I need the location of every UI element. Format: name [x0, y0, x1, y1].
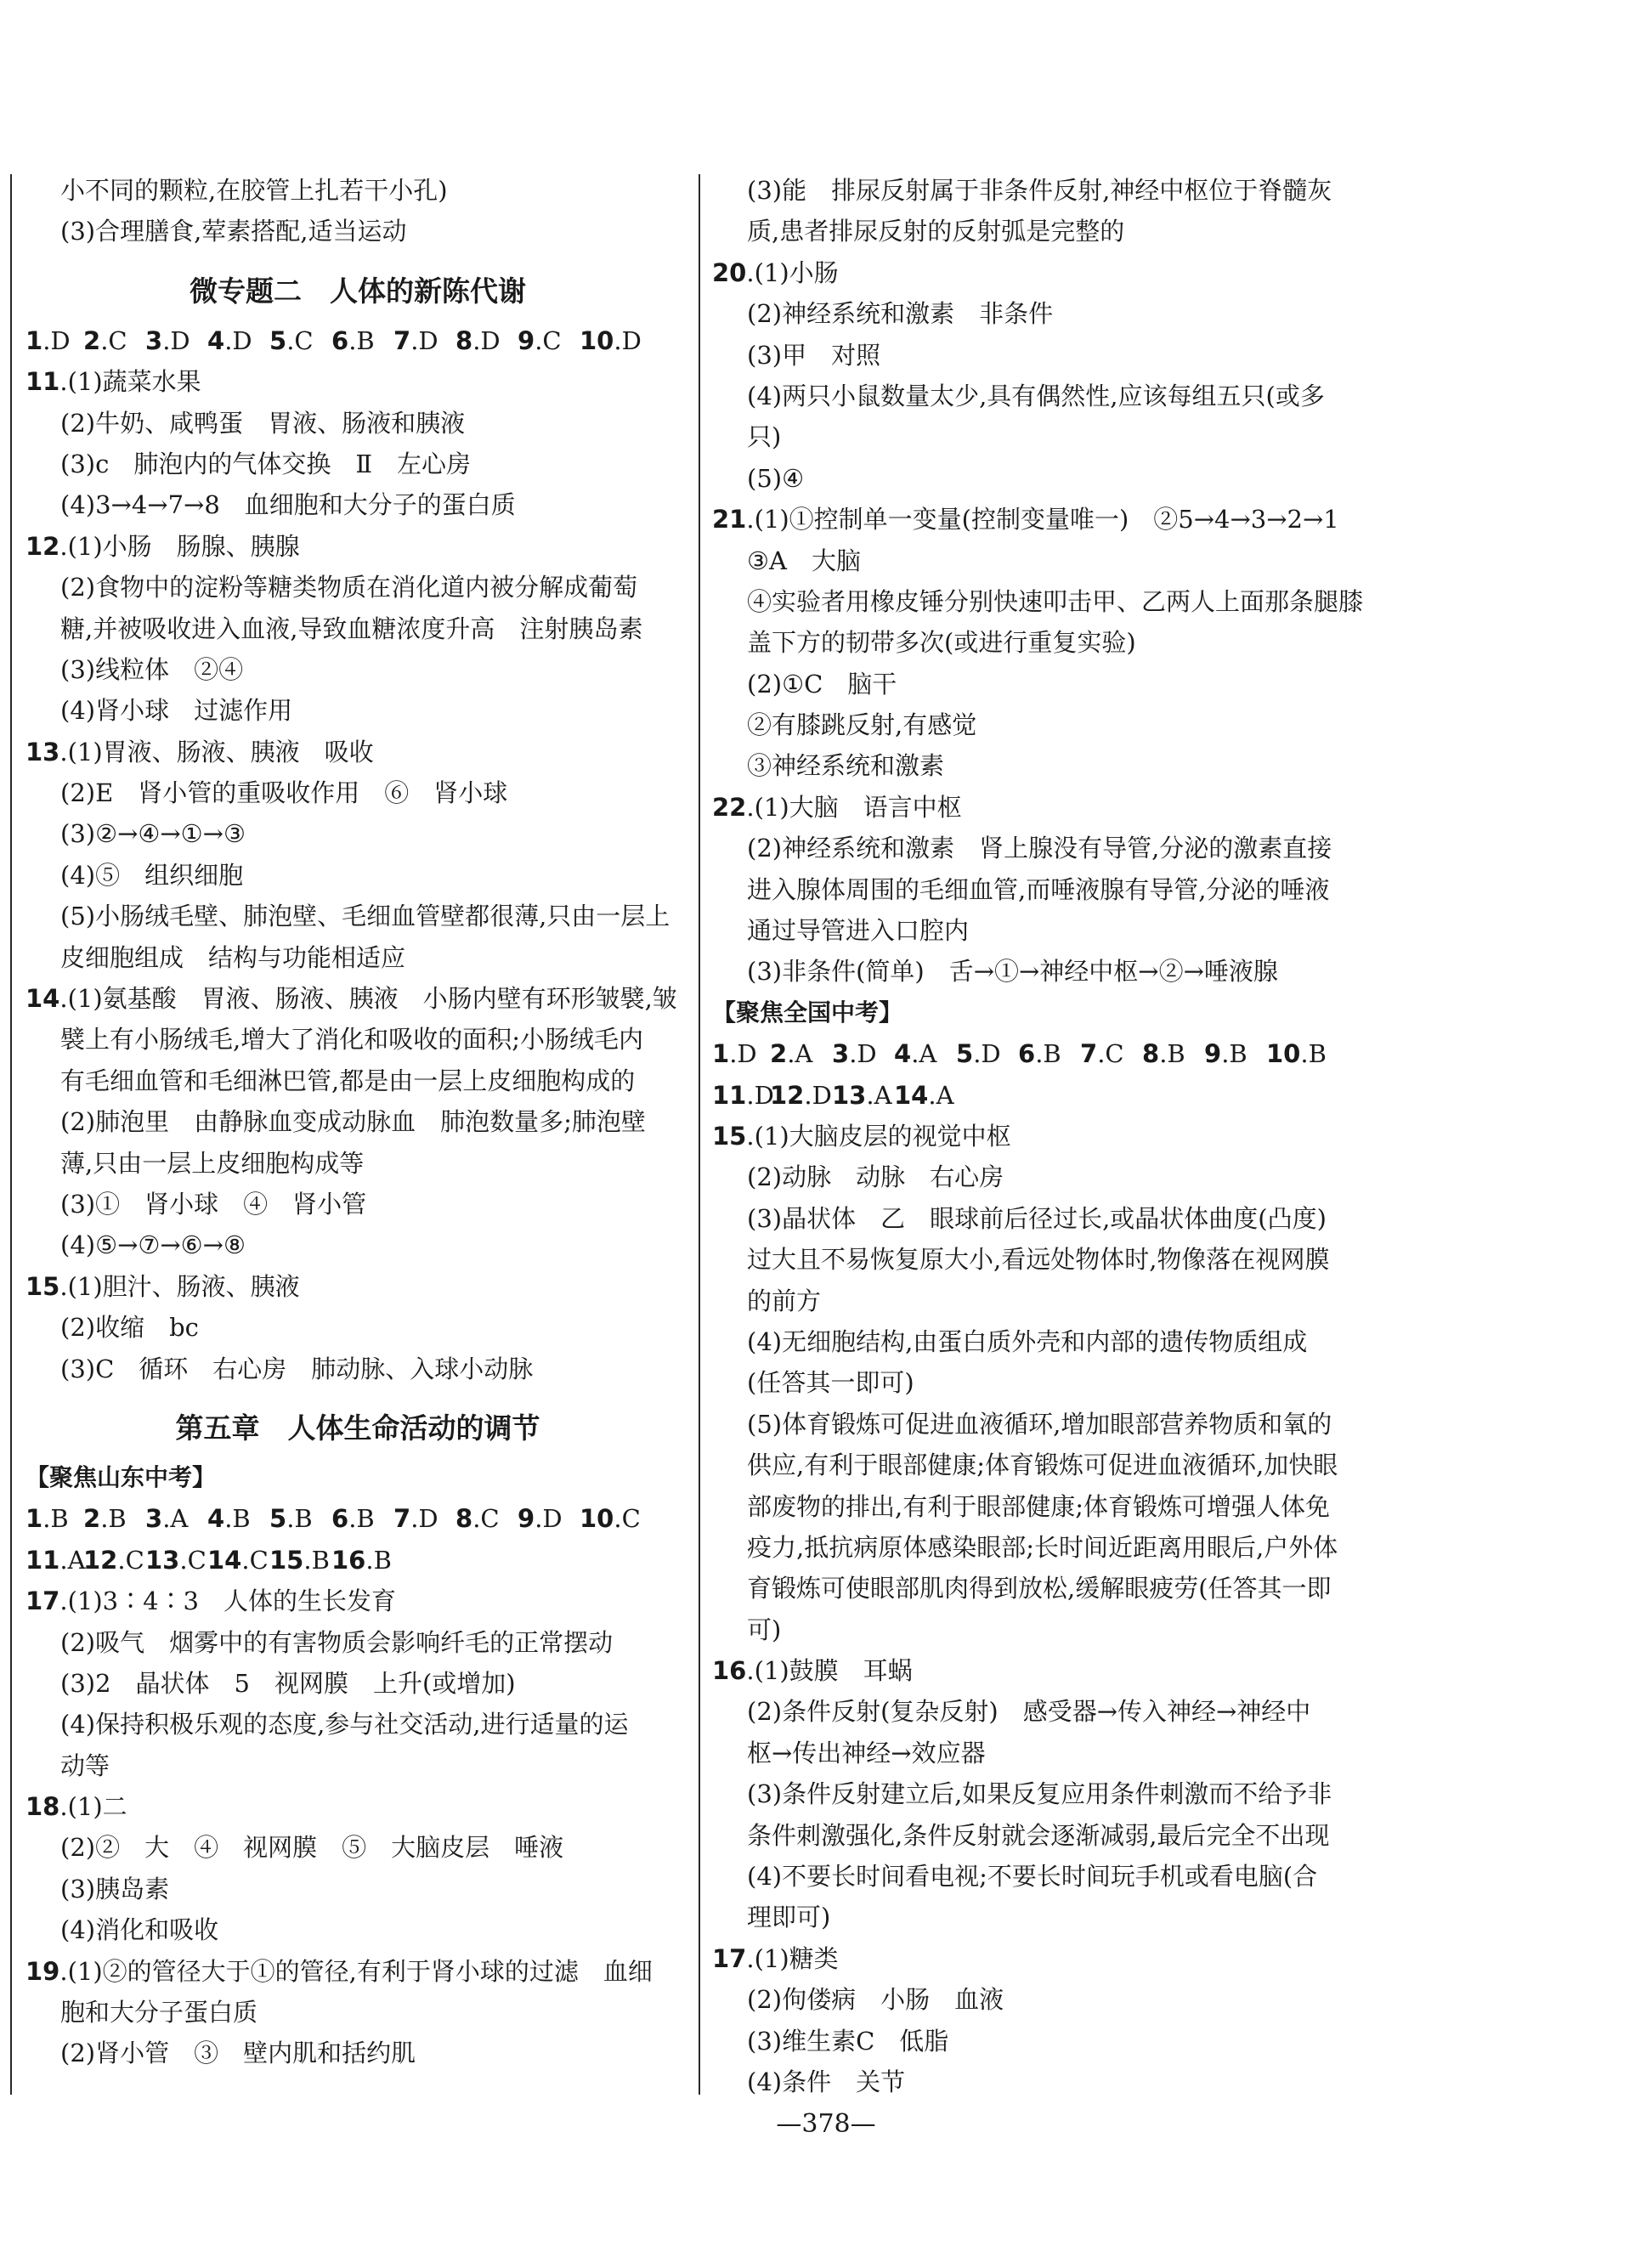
question-number: 22: [712, 792, 747, 822]
question-number: 10: [580, 325, 614, 355]
answer-line: (3)②→④→①→③: [60, 819, 246, 849]
question-number: 6: [331, 1504, 349, 1534]
choice-answer: [207, 1498, 269, 1539]
question-number: 5: [269, 325, 287, 355]
answer-line: (3)C 循环 右心房 肺动脉、入球小动脉: [60, 1354, 534, 1383]
answer-line: (3)胰岛素: [60, 1874, 170, 1903]
answer-line: 质,患者排尿反射的反射弧是完整的: [747, 217, 1125, 246]
question-number: 12: [25, 531, 60, 561]
answer-letter: .A: [162, 1504, 189, 1534]
answer-line: (5)④: [747, 463, 805, 493]
answer-letter: .A: [787, 1039, 813, 1069]
answer-line: (2)吸气 烟雾中的有害物质会影响纤毛的正常摆动: [60, 1627, 614, 1657]
answer-letter: .A: [928, 1080, 954, 1110]
answer-line: (4)保持积极乐观的态度,参与社交活动,进行适量的运: [60, 1710, 629, 1739]
question-number: 13: [145, 1545, 180, 1575]
question-number: 14: [207, 1545, 242, 1575]
answer-line: 盖下方的韧带多次(或进行重复实验): [747, 628, 1136, 658]
answer-line: ④实验者用橡皮锤分别快速叩击甲、乙两人上面那条腿膝: [747, 586, 1364, 616]
section-label: 【聚焦全国中考】: [712, 998, 903, 1027]
question-number: 1: [25, 325, 43, 355]
choice-answer: [1080, 1033, 1142, 1074]
answer-line: 的前方: [747, 1286, 822, 1315]
question-number: 2: [83, 325, 101, 355]
choice-answer: [207, 320, 269, 361]
question-number: 16: [331, 1545, 366, 1575]
choice-answer: [83, 320, 145, 361]
answer-line: 皮细胞组成 结构与功能相适应: [60, 942, 406, 972]
answer-letter: .D: [804, 1080, 832, 1110]
answer-line: (2)② 大 ④ 视网膜 ⑤ 大脑皮层 唾液: [60, 1833, 564, 1863]
answer-line: ③A 大脑: [747, 546, 861, 575]
choice-answer-row: [25, 320, 690, 361]
choice-answer: [518, 320, 580, 361]
answer-text: .(1)氨基酸 胃液、肠液、胰液 小肠内壁有环形皱襞,皱: [59, 984, 677, 1014]
question-number: 14: [894, 1080, 929, 1110]
answer-line: 部废物的排出,有利于眼部健康;体育锻炼可增强人体免: [747, 1491, 1330, 1521]
choice-answer: [269, 1498, 331, 1539]
answer-line: 只): [747, 422, 782, 452]
question-line: [712, 1650, 1383, 1691]
answer-text: .(1)蔬菜水果: [59, 367, 201, 397]
answer-line: (3)条件反射建立后,如果反复应用条件刺激而不给予非: [747, 1779, 1332, 1809]
answer-letter: .D: [614, 325, 642, 355]
answer-text: .(1)糖类: [746, 1943, 839, 1973]
answer-line: (2)肾小管 ③ 壁内肌和括约肌: [60, 2039, 416, 2068]
question-line: [25, 361, 690, 402]
answer-text: .(1)②的管径大于①的管径,有利于肾小球的过滤 血细: [59, 1956, 653, 1986]
answer-line: (3)甲 对照: [747, 340, 881, 370]
choice-answer: [145, 1498, 207, 1539]
answer-letter: .A: [911, 1039, 937, 1069]
question-number: 7: [393, 325, 411, 355]
answer-letter: .B: [348, 1504, 375, 1534]
answer-letter: .D: [849, 1039, 877, 1069]
center-column-rule: [699, 174, 700, 2095]
answer-letter: .B: [1159, 1039, 1185, 1069]
question-number: 9: [518, 1504, 535, 1534]
question-number: 10: [580, 1504, 614, 1534]
question-number: 1: [712, 1039, 730, 1069]
answer-line: (3)晶状体 乙 眼球前后径过长,或晶状体曲度(凸度): [747, 1203, 1327, 1233]
answer-letter: .C: [535, 325, 562, 355]
answer-letter: .D: [410, 1504, 438, 1534]
answer-line: (4)3→4→7→8 血细胞和大分子的蛋白质: [60, 490, 516, 520]
choice-answer: [269, 1540, 331, 1581]
answer-letter: .B: [365, 1545, 392, 1575]
answer-letter: .D: [410, 325, 438, 355]
answer-line: (4)⑤ 组织细胞: [60, 860, 244, 890]
choice-answer: [1204, 1033, 1266, 1074]
question-number: 8: [455, 325, 473, 355]
question-line: [712, 787, 1383, 828]
choice-answer: [455, 1498, 518, 1539]
answer-line: 有毛细血管和毛细淋巴管,都是由一层上皮细胞构成的: [60, 1066, 636, 1095]
answer-text: .(1)3∶4∶3 人体的生长发育: [59, 1586, 397, 1616]
question-number: 7: [393, 1504, 411, 1534]
answer-letter: .C: [179, 1545, 206, 1575]
left-column-rule: [10, 174, 12, 2095]
answer-line: (4)⑤→⑦→⑥→⑧: [60, 1230, 246, 1260]
question-number: 17: [712, 1943, 747, 1973]
choice-answer: [518, 1498, 580, 1539]
question-number: 3: [145, 325, 163, 355]
answer-letter: .B: [42, 1504, 69, 1534]
answer-line: (4)肾小球 过滤作用: [60, 696, 293, 726]
question-number: 14: [25, 984, 60, 1014]
choice-answer: [580, 1498, 648, 1539]
section-heading: 微专题二 人体的新陈代谢: [190, 274, 526, 308]
answer-line: 过大且不易恢复原大小,看远处物体时,物像落在视网膜: [747, 1245, 1330, 1275]
choice-answer: [331, 1498, 393, 1539]
answer-line: 理即可): [747, 1903, 831, 1932]
answer-line: (3)合理膳食,荤素搭配,适当运动: [60, 217, 407, 246]
answer-line: (3)非条件(简单) 舌→①→神经中枢→②→唾液腺: [747, 957, 1278, 987]
choice-answer-row: [25, 1540, 690, 1581]
question-line: [712, 1938, 1383, 1979]
choice-answer: [956, 1033, 1018, 1074]
question-line: [25, 978, 690, 1019]
answer-letter: .B: [100, 1504, 127, 1534]
answer-line: (3)线粒体 ②④: [60, 654, 244, 684]
answer-line: 糖,并被吸收进入血液,导致血糖浓度升高 注射胰岛素: [60, 614, 643, 643]
choice-answer: [25, 1498, 83, 1539]
answer-line: (2)神经系统和激素 肾上腺没有导管,分泌的激素直接: [747, 834, 1332, 863]
choice-answer: [832, 1033, 894, 1074]
question-number: 12: [770, 1080, 805, 1110]
question-number: 5: [269, 1504, 287, 1534]
answer-text: .(1)二: [59, 1792, 127, 1822]
answer-letter: .C: [241, 1545, 269, 1575]
answer-line: 襞上有小肠绒毛,增大了消化和吸收的面积;小肠绒毛内: [60, 1025, 643, 1055]
question-number: 16: [712, 1656, 747, 1686]
question-line: [25, 1266, 690, 1307]
choice-answer: [832, 1075, 894, 1116]
answer-line: (2)佝偻病 小肠 血液: [747, 1985, 1004, 2015]
answer-line: 育锻炼可使眼部肌肉得到放松,缓解眼疲劳(任答其一即: [747, 1574, 1332, 1603]
answer-text: .(1)胆汁、肠液、胰液: [59, 1271, 300, 1301]
answer-line: (2)肺泡里 由静脉血变成动脉血 肺泡数量多;肺泡壁: [60, 1107, 646, 1137]
answer-letter: .C: [117, 1545, 144, 1575]
answer-letter: .A: [866, 1080, 892, 1110]
question-number: 5: [956, 1039, 974, 1069]
question-line: [25, 732, 690, 772]
question-number: 8: [1142, 1039, 1160, 1069]
answer-line: (3)维生素C 低脂: [747, 2026, 949, 2056]
answer-text: .(1)大脑 语言中枢: [746, 792, 962, 822]
answer-letter: .D: [472, 325, 501, 355]
question-number: 4: [207, 1504, 225, 1534]
choice-answer: [83, 1498, 145, 1539]
answer-text: .(1)鼓膜 耳蜗: [746, 1656, 913, 1686]
choice-answer: [269, 320, 331, 361]
question-number: 4: [207, 325, 225, 355]
question-line: [25, 1951, 690, 1992]
question-number: 15: [25, 1271, 60, 1301]
question-number: 3: [832, 1039, 850, 1069]
answer-line: (3)2 晶状体 5 视网膜 上升(或增加): [60, 1668, 516, 1698]
choice-answer: [331, 320, 393, 361]
choice-answer: [712, 1075, 774, 1116]
answer-line: 疫力,抵抗病原体感染眼部;长时间近距离用眼后,户外体: [747, 1532, 1338, 1562]
question-number: 19: [25, 1956, 60, 1986]
answer-line: (2)①C 脑干: [747, 669, 897, 698]
answer-line: 胞和大分子蛋白质: [60, 1998, 258, 2028]
answer-line: (2)收缩 bc: [60, 1313, 199, 1343]
answer-line: 可): [747, 1615, 782, 1644]
answer-letter: .C: [286, 325, 314, 355]
answer-line: (2)食物中的淀粉等糖类物质在消化道内被分解成葡萄: [60, 573, 638, 602]
answer-line: 通过导管进入口腔内: [747, 916, 970, 946]
question-number: 6: [1018, 1039, 1036, 1069]
answer-letter: .D: [746, 1080, 774, 1110]
answer-line: ③神经系统和激素: [747, 751, 945, 781]
question-number: 9: [1204, 1039, 1222, 1069]
answer-text: .(1)小肠: [746, 257, 839, 287]
answer-line: (4)两只小鼠数量太少,具有偶然性,应该每组五只(或多: [747, 381, 1325, 410]
answer-letter: .D: [535, 1504, 563, 1534]
answer-text: .(1)小肠 肠腺、胰腺: [59, 531, 300, 561]
question-number: 1: [25, 1504, 43, 1534]
question-number: 18: [25, 1792, 60, 1822]
question-line: [25, 1786, 690, 1827]
answer-letter: .D: [42, 325, 71, 355]
question-number: 4: [894, 1039, 912, 1069]
left-column: [25, 170, 690, 2074]
choice-answer: [712, 1033, 770, 1074]
page-number: —378—: [776, 2109, 876, 2139]
answer-line: (5)小肠绒毛壁、肺泡壁、毛细血管壁都很薄,只由一层上: [60, 902, 670, 931]
question-number: 11: [25, 367, 60, 397]
choice-answer: [393, 1498, 455, 1539]
answer-line: 枢→传出神经→效应器: [747, 1738, 986, 1767]
question-number: 13: [832, 1080, 867, 1110]
choice-answer: [25, 1540, 86, 1581]
answer-letter: .B: [1300, 1039, 1327, 1069]
question-number: 13: [25, 737, 60, 766]
question-line: [712, 499, 1383, 540]
answer-letter: .D: [729, 1039, 757, 1069]
answer-line: (4)条件 关节: [747, 2067, 906, 2096]
answer-letter: .B: [286, 1504, 313, 1534]
answer-letter: .D: [224, 325, 252, 355]
question-line: [712, 1116, 1383, 1157]
answer-letter: .B: [1221, 1039, 1247, 1069]
answer-letter: .B: [348, 325, 375, 355]
answer-letter: .C: [472, 1504, 500, 1534]
question-number: 11: [712, 1080, 747, 1110]
answer-line: 供应,有利于眼部健康;体育锻炼可促进血液循环,加快眼: [747, 1451, 1338, 1480]
question-number: 20: [712, 257, 747, 287]
section-heading: 第五章 人体生命活动的调节: [175, 1411, 540, 1445]
choice-answer: [331, 1540, 393, 1581]
answer-line: (2)条件反射(复杂反射) 感受器→传入神经→神经中: [747, 1697, 1311, 1727]
answer-letter: .C: [1097, 1039, 1124, 1069]
answer-line: (3)c 肺泡内的气体交换 Ⅱ 左心房: [60, 449, 472, 478]
answer-line: 小不同的颗粒,在胶管上扎若干小孔): [60, 176, 448, 205]
choice-answer: [770, 1075, 832, 1116]
question-number: 7: [1080, 1039, 1098, 1069]
question-number: 17: [25, 1586, 60, 1616]
question-number: 3: [145, 1504, 163, 1534]
question-line: [25, 1581, 690, 1621]
answer-line: (2)神经系统和激素 非条件: [747, 299, 1054, 329]
question-number: 15: [269, 1545, 304, 1575]
answer-line: (3)① 肾小球 ④ 肾小管: [60, 1189, 367, 1219]
choice-answer: [1142, 1033, 1204, 1074]
choice-answer: [894, 1075, 956, 1116]
choice-answer: [145, 1540, 207, 1581]
choice-answer: [207, 1540, 269, 1581]
answer-line: (2)牛奶、咸鸭蛋 胃液、肠液和胰液: [60, 408, 466, 438]
choice-answer-row: [712, 1075, 1383, 1116]
question-number: 9: [518, 325, 535, 355]
choice-answer: [455, 320, 518, 361]
answer-letter: .B: [224, 1504, 251, 1534]
answer-line: 动等: [60, 1750, 110, 1780]
choice-answer: [393, 320, 455, 361]
question-number: 2: [83, 1504, 101, 1534]
choice-answer: [83, 1540, 145, 1581]
question-number: 8: [455, 1504, 473, 1534]
answer-line: 进入腺体周围的毛细血管,而唾液腺有导管,分泌的唾液: [747, 874, 1330, 904]
answer-letter: .B: [303, 1545, 330, 1575]
answer-letter: .C: [614, 1504, 641, 1534]
answer-line: (3)能 排尿反射属于非条件反射,神经中枢位于脊髓灰: [747, 176, 1332, 205]
answer-line: ②有膝跳反射,有感觉: [747, 710, 977, 740]
choice-answer: [770, 1033, 832, 1074]
answer-line: (2)E 肾小管的重吸收作用 ⑥ 肾小球: [60, 778, 508, 808]
choice-answer: [894, 1033, 956, 1074]
question-number: 6: [331, 325, 349, 355]
question-number: 2: [770, 1039, 788, 1069]
section-label: 【聚焦山东中考】: [25, 1462, 217, 1491]
answer-text: .(1)大脑皮层的视觉中枢: [746, 1121, 1011, 1151]
answer-text: .(1)①控制单一变量(控制变量唯一) ②5→4→3→2→1: [746, 505, 1339, 534]
answer-letter: .C: [100, 325, 127, 355]
question-number: 21: [712, 505, 747, 534]
choice-answer: [1266, 1033, 1334, 1074]
answer-line: (4)无细胞结构,由蛋白质外壳和内部的遗传物质组成: [747, 1326, 1308, 1356]
right-column: [712, 170, 1383, 2102]
question-number: 15: [712, 1121, 747, 1151]
answer-line: (4)不要长时间看电视;不要长时间玩手机或看电脑(合: [747, 1862, 1318, 1892]
answer-line: (4)消化和吸收: [60, 1915, 219, 1945]
answer-line: (5)体育锻炼可促进血液循环,增加眼部营养物质和氧的: [747, 1409, 1332, 1439]
answer-line: (2)动脉 动脉 右心房: [747, 1162, 1004, 1192]
choice-answer-row: [712, 1033, 1383, 1074]
answer-line: 条件刺激强化,条件反射就会逐渐减弱,最后完全不出现: [747, 1820, 1330, 1850]
question-line: [25, 526, 690, 567]
answer-line: 薄,只由一层上皮细胞构成等: [60, 1148, 365, 1178]
answer-letter: .A: [59, 1545, 86, 1575]
question-number: 11: [25, 1545, 60, 1575]
choice-answer: [580, 320, 648, 361]
choice-answer: [145, 320, 207, 361]
choice-answer: [25, 320, 83, 361]
choice-answer: [1018, 1033, 1080, 1074]
answer-letter: .D: [973, 1039, 1001, 1069]
answer-letter: .D: [162, 325, 190, 355]
choice-answer-row: [25, 1498, 690, 1539]
question-number: 10: [1266, 1039, 1301, 1069]
question-number: 12: [83, 1545, 118, 1575]
answer-line: (任答其一即可): [747, 1368, 914, 1398]
answer-text: .(1)胃液、肠液、胰液 吸收: [59, 737, 374, 766]
question-line: [712, 252, 1383, 293]
answer-letter: .B: [1035, 1039, 1061, 1069]
